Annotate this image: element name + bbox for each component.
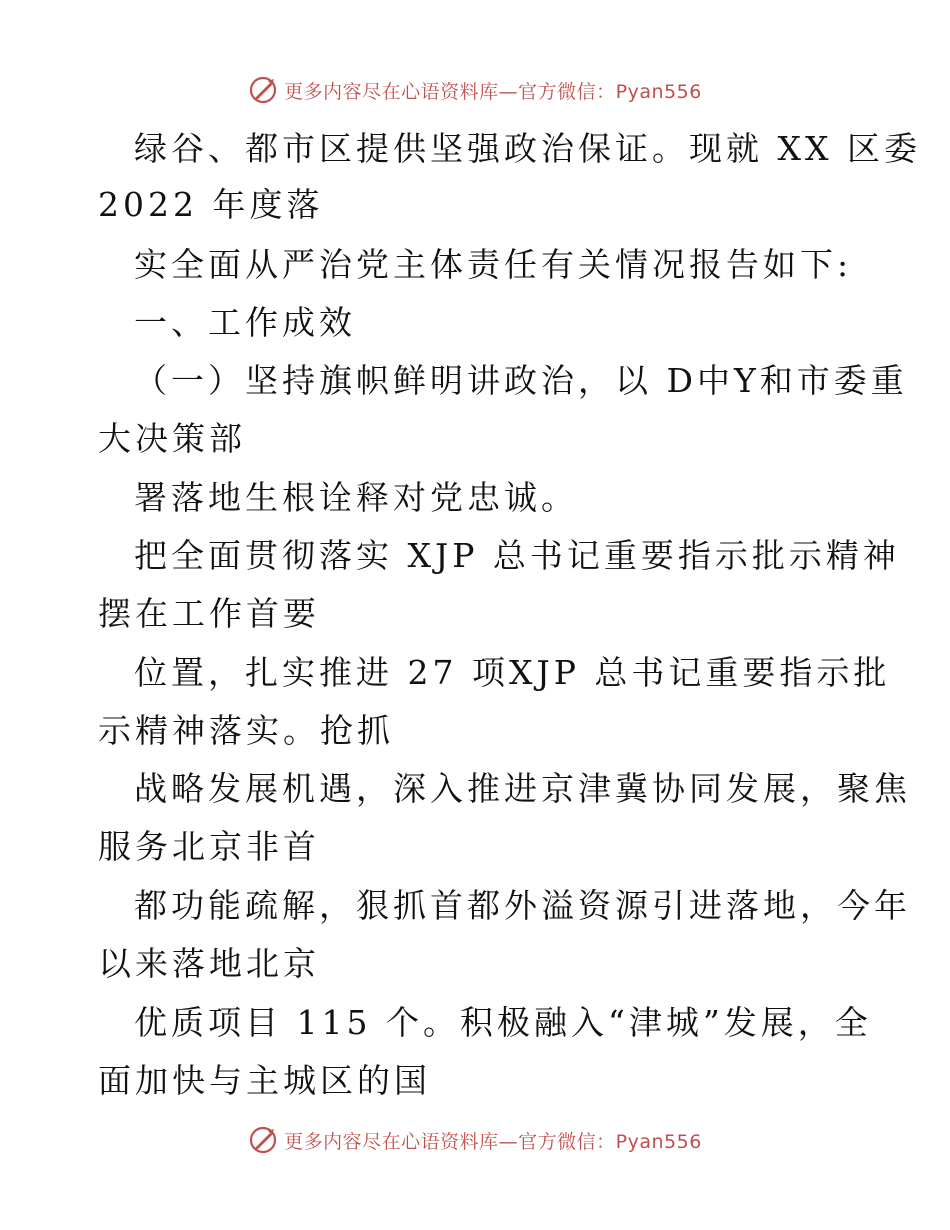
- section-heading: 一、工作成效: [134, 303, 356, 342]
- text-line: 2022 年度落: [98, 185, 324, 224]
- text-line: 署落地生根诠释对党忠诚。: [134, 478, 578, 517]
- text-line: 把全面贯彻落实 XJP 总书记重要指示批示精神: [134, 536, 900, 575]
- header-banner-text: 更多内容尽在心语资料库—官方微信：Pyan556: [284, 80, 702, 103]
- quill-logo-icon: [248, 75, 278, 105]
- text-line: 摆在工作首要: [98, 594, 320, 633]
- text-line: 大决策部: [98, 419, 246, 458]
- text-line: 以来落地北京: [98, 944, 320, 983]
- text-line: 绿谷、都市区提供坚强政治保证。现就 XX 区委: [134, 129, 921, 168]
- quill-logo-icon: [248, 1125, 278, 1155]
- footer-banner: [0, 1122, 950, 1158]
- header-banner: [0, 72, 950, 108]
- text-line: 示精神落实。抢抓: [98, 711, 394, 750]
- text-line: 战略发展机遇，深入推进京津冀协同发展，聚焦: [134, 769, 911, 808]
- subsection-heading: （一）坚持旗帜鲜明讲政治，以 D中Y和市委重: [134, 361, 908, 400]
- text-line: 都功能疏解，狠抓首都外溢资源引进落地，今年: [134, 886, 911, 925]
- footer-banner-text: 更多内容尽在心语资料库—官方微信：Pyan556: [284, 1130, 702, 1153]
- text-line: 实全面从严治党主体责任有关情况报告如下:: [134, 245, 853, 284]
- text-line: 位置，扎实推进 27 项XJP 总书记重要指示批: [134, 653, 891, 692]
- text-line: 优质项目 115 个。积极融入“津城”发展，全: [134, 1003, 872, 1042]
- text-line: 服务北京非首: [98, 827, 320, 866]
- text-line: 面加快与主城区的国: [98, 1061, 431, 1100]
